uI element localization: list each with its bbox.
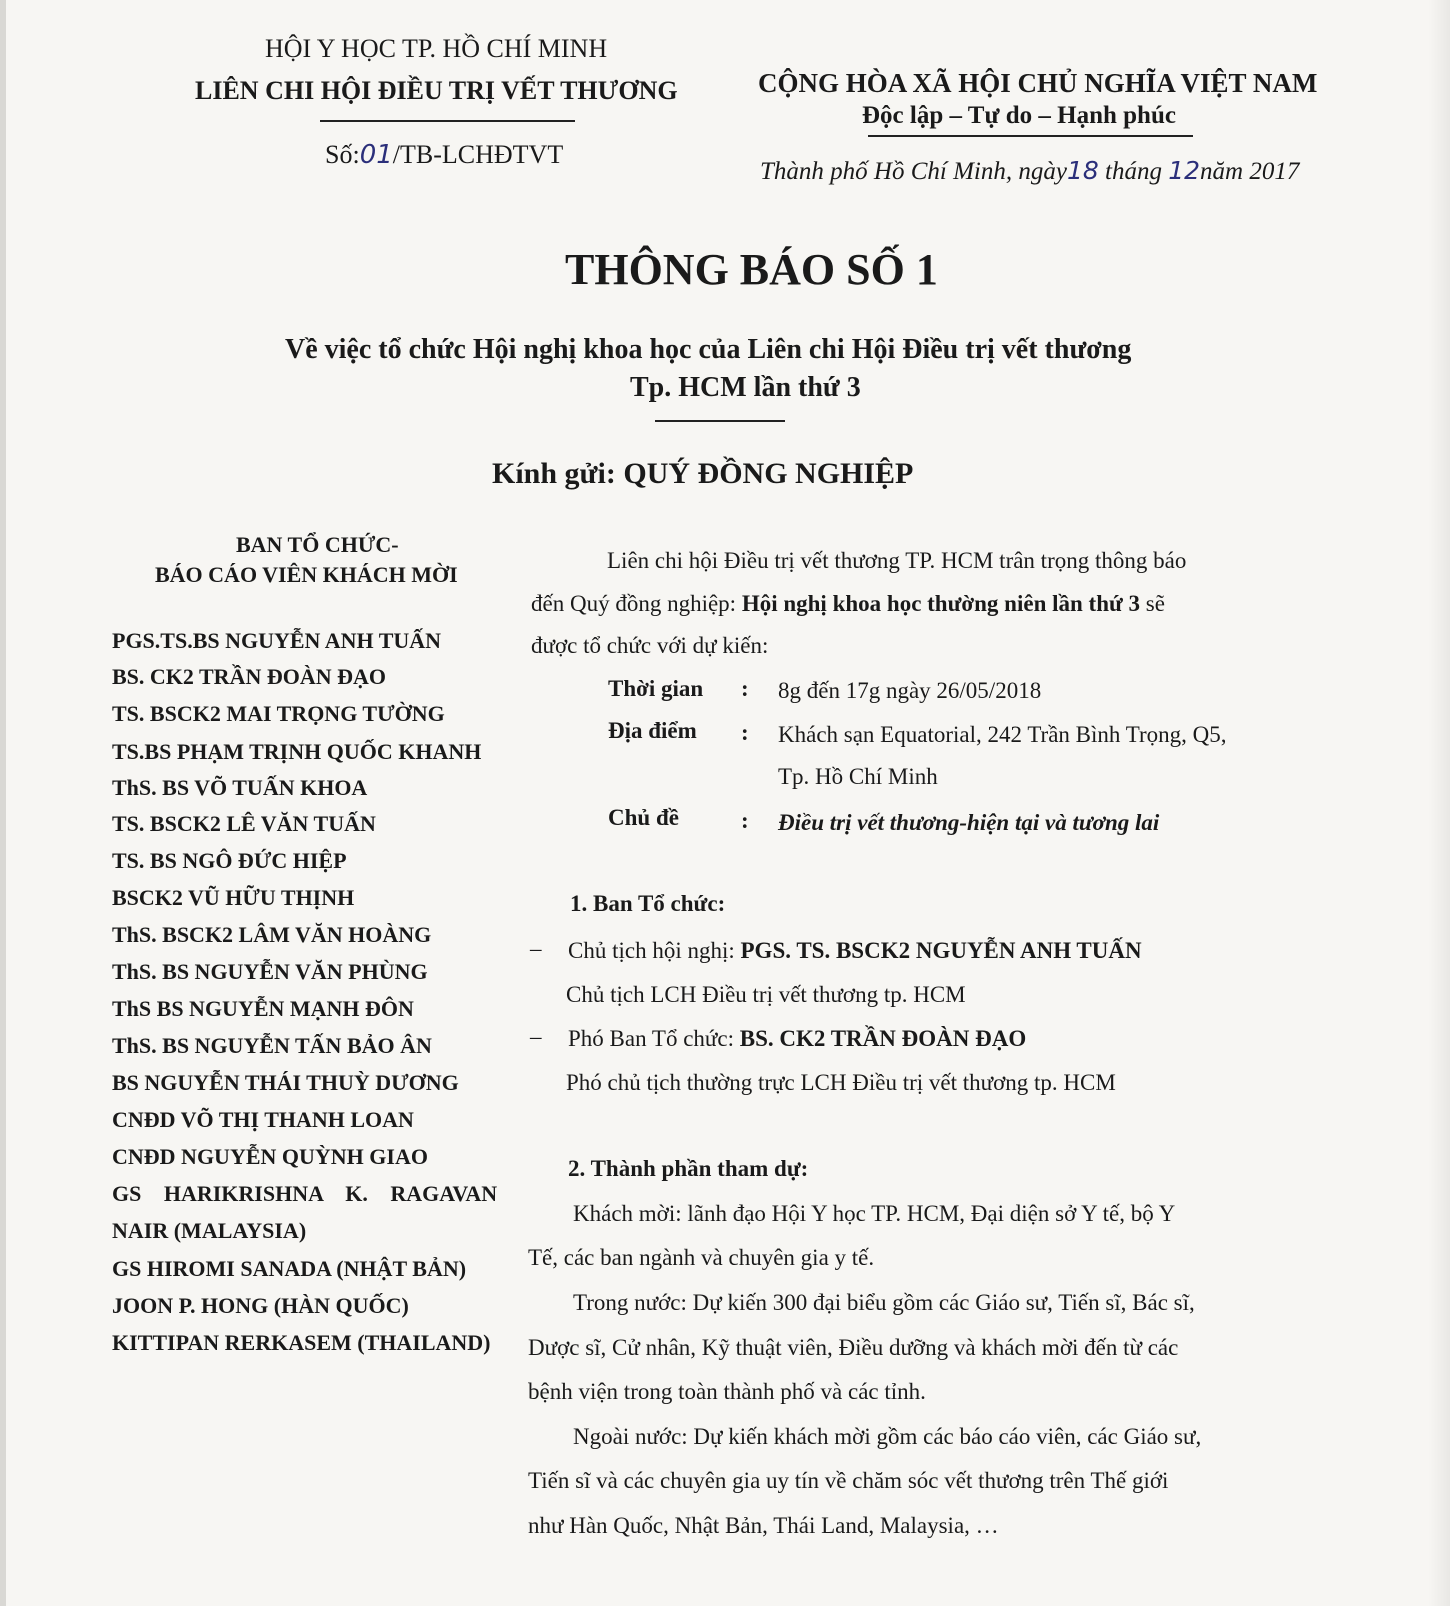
scan-right-shadow [1428,0,1450,1606]
committee-member: CNĐD NGUYỄN QUỲNH GIAO [112,1144,428,1169]
intro-line2 [531,591,1165,617]
chair-role: Chủ tịch LCH Điều trị vết thương tp. HCM [566,982,966,1007]
title-underline [655,420,785,422]
committee-member: GS HARIKRISHNA K. RAGAVAN [112,1181,498,1206]
intro-conference-name: Hội nghị khoa học thường niên lần thứ 3 [741,591,1141,616]
bullet-dash: – [530,936,542,961]
date-month-handwritten: 12 [1168,156,1201,185]
committee-member: GS HIROMI SANADA (NHẬT BẢN) [112,1256,467,1281]
detail-label-theme: Chủ đề [608,805,679,830]
detail-label-time: Thời gian [608,676,704,701]
committee-member: ThS. BS NGUYỄN TẤN BẢO ÂN [112,1033,432,1058]
vice-chair-label: Phó Ban Tổ chức: [568,1026,740,1051]
foreign-line2: Tiến sĩ và các chuyên gia uy tín về chăm sóc vết thương trên Thế giới [528,1468,1169,1493]
vice-chair-role: Phó chủ tịch thường trực LCH Điều trị vết thương tp. HCM [566,1070,1116,1095]
committee-member: ThS. BS NGUYỄN VĂN PHÙNG [112,959,428,984]
scan-left-edge [0,0,6,1606]
detail-colon: : [741,676,749,701]
committee-member: TS. BS NGÔ ĐỨC HIỆP [112,848,347,873]
committee-member: JOON P. HONG (HÀN QUỐC) [112,1293,409,1318]
date-month-word: tháng [1098,158,1169,185]
committee-member: NAIR (MALAYSIA) [112,1218,307,1243]
detail-value-venue: Khách sạn Equatorial, 242 Trần Bình Trọng, Q5, [778,722,1227,747]
committee-member: ThS. BS VÕ TUẤN KHOA [112,775,368,800]
domestic-line3: bệnh viện trong toàn thành phố và các tỉnh. [528,1379,926,1404]
document-subtitle-line2: Tp. HCM lần thứ 3 [630,372,861,403]
salutation: Kính gửi: QUÝ ĐỒNG NGHIỆP [492,457,914,490]
committee-member: TS. BSCK2 MAI TRỌNG TƯỜNG [112,701,445,726]
org-underline [320,120,575,122]
section1-item2 [568,1026,1026,1052]
committee-member: BSCK2 VŨ HỮU THỊNH [112,885,355,910]
nation-name: CỘNG HÒA XÃ HỘI CHỦ NGHĨA VIỆT NAM [758,68,1318,98]
intro-line2-tail: sẽ [1140,591,1165,616]
motto-underline [868,135,1193,137]
date-day-handwritten: 18 [1066,156,1099,185]
guests-line1: Khách mời: lãnh đạo Hội Y học TP. HCM, Đại diện sở Y tế, bộ Y [573,1201,1176,1226]
document-title: THÔNG BÁO SỐ 1 [565,245,938,294]
intro-line3: được tổ chức với dự kiến: [531,633,769,658]
guests-line2: Tế, các ban ngành và chuyên gia y tế. [528,1245,875,1270]
intro-line2-normal: đến Quý đồng nghiệp: [531,591,742,616]
committee-member: PGS.TS.BS NGUYỄN ANH TUẤN [112,628,442,653]
org-name: LIÊN CHI HỘI ĐIỀU TRỊ VẾT THƯƠNG [195,76,678,105]
doc-number-handwritten: 01 [359,140,393,170]
place-date [760,156,1299,186]
doc-number-suffix: /TB-LCHĐTVT [392,140,564,169]
foreign-line3: như Hàn Quốc, Nhật Bản, Thái Land, Malaysia, … [528,1513,999,1538]
domestic-line2: Dược sĩ, Cử nhân, Kỹ thuật viên, Điều dưỡng và khách mời đến từ các [528,1335,1179,1360]
chair-label: Chủ tịch hội nghị: [568,938,741,963]
detail-colon: : [741,720,749,745]
committee-member: ThS. BSCK2 LÂM VĂN HOÀNG [112,922,432,947]
committee-heading-line2: BÁO CÁO VIÊN KHÁCH MỜI [155,562,458,587]
detail-value-theme: Điều trị vết thương-hiện tại và tương lai [778,810,1160,835]
committee-member: TS. BSCK2 LÊ VĂN TUẤN [112,811,376,836]
detail-colon: : [741,808,749,833]
bullet-dash: – [530,1024,542,1049]
doc-number-prefix: Số: [325,140,360,169]
section2-title: 2. Thành phần tham dự: [568,1156,809,1181]
doc-number [325,140,563,170]
detail-label-venue: Địa điểm [608,718,697,743]
date-year: năm 2017 [1200,158,1300,185]
committee-heading-line1: BAN TỔ CHỨC- [236,532,399,557]
vice-chair-name: BS. CK2 TRẦN ĐOÀN ĐẠO [739,1026,1027,1051]
org-parent-name: HỘI Y HỌC TP. HỒ CHÍ MINH [265,34,608,63]
document-subtitle-line1: Về việc tổ chức Hội nghị khoa học của Liên chi Hội Điều trị vết thương [285,334,1132,365]
committee-member: TS.BS PHẠM TRỊNH QUỐC KHANH [112,739,482,764]
detail-value-venue-line2: Tp. Hồ Chí Minh [778,764,938,789]
detail-value-time: 8g đến 17g ngày 26/05/2018 [778,678,1042,703]
domestic-line1: Trong nước: Dự kiến 300 đại biểu gồm các Giáo sư, Tiến sĩ, Bác sĩ, [573,1290,1195,1315]
committee-member: ThS BS NGUYỄN MẠNH ĐÔN [112,996,414,1021]
committee-member: BS. CK2 TRẦN ĐOÀN ĐẠO [112,664,387,689]
committee-member: KITTIPAN RERKASEM (THAILAND) [112,1330,491,1355]
committee-member: BS NGUYỄN THÁI THUỲ DƯƠNG [112,1070,459,1095]
intro-line1: Liên chi hội Điều trị vết thương TP. HCM trân trọng thông báo [607,548,1187,573]
date-prefix: Thành phố Hồ Chí Minh, ngày [760,158,1067,185]
chair-name: PGS. TS. BSCK2 NGUYỄN ANH TUẤN [740,938,1142,963]
foreign-line1: Ngoài nước: Dự kiến khách mời gồm các báo cáo viên, các Giáo sư, [573,1424,1202,1449]
national-motto: Độc lập – Tự do – Hạnh phúc [862,102,1176,129]
section1-title: 1. Ban Tổ chức: [570,891,726,916]
committee-member: CNĐD VÕ THỊ THANH LOAN [112,1107,414,1132]
section1-item1 [568,938,1142,964]
